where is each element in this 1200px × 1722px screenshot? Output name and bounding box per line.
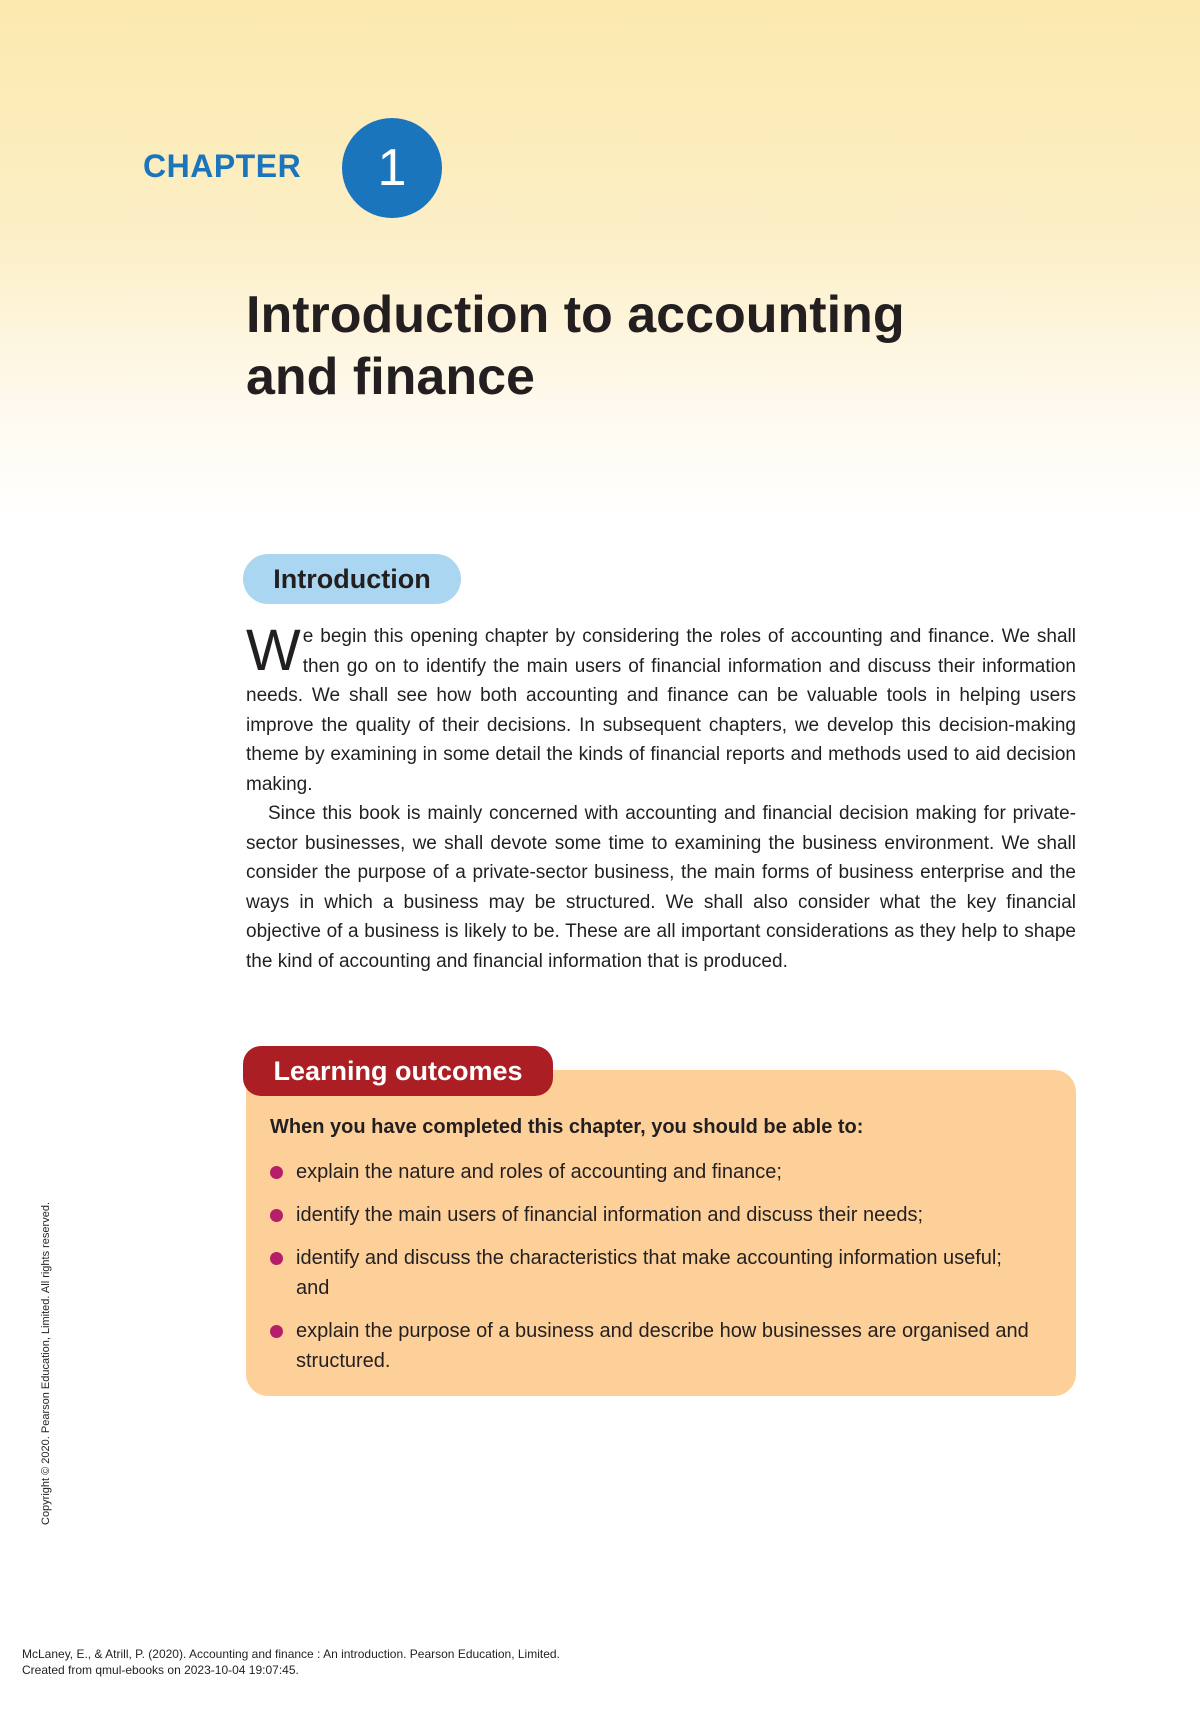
chapter-number-badge: 1: [342, 118, 442, 218]
list-item-text: identify the main users of financial information and discuss their needs;: [296, 1204, 924, 1226]
citation-footer: [22, 1646, 560, 1678]
list-item: [270, 1316, 1030, 1376]
learning-outcomes-lead: When you have completed this chapter, you should be able to:: [270, 1116, 864, 1138]
introduction-heading: Introduction: [243, 554, 461, 604]
header-background: [0, 0, 1200, 520]
bullet-dot-icon: [270, 1209, 283, 1222]
chapter-label: CHAPTER: [143, 148, 302, 184]
bullet-dot-icon: [270, 1166, 283, 1179]
list-item-text: explain the nature and roles of accounting and finance;: [296, 1161, 782, 1183]
chapter-title-line-1: Introduction to accounting: [246, 286, 905, 344]
drop-cap: W: [246, 618, 301, 683]
chapter-title: [246, 284, 1126, 408]
introduction-paragraph-2: Since this book is mainly concerned with accounting and financial decision making for private-sector businesses, we shall devote some time to examining the business environment. We shall consider the purpose of a private-sector business, the main forms of business enterprise and the ways in which a business may be structured. We shall also consider what the key financial objective of a business is likely to be. These are all important considerations as they help to shape the kind of accounting and financial information that is produced.: [246, 803, 1076, 972]
chapter-title-line-2: and finance: [246, 348, 535, 406]
learning-outcomes-list: [270, 1157, 1030, 1389]
introduction-paragraph-1-text: e begin this opening chapter by considering the roles of accounting and finance. We shall then go on to identify the main users of financial information and discuss their information needs. We shall see how both accounting and finance can be valuable tools in helping users improve the quality of their decisions. In subsequent chapters, we develop this decision-making theme by examining in some detail the kinds of financial reports and methods used to aid decision making.: [246, 626, 1076, 795]
learning-outcomes-heading: Learning outcomes: [243, 1046, 553, 1096]
citation-line: McLaney, E., & Atrill, P. (2020). Accounting and finance : An introduction. Pearson Education, Limited.: [22, 1647, 560, 1661]
list-item: [270, 1243, 1030, 1303]
list-item-text: explain the purpose of a business and describe how businesses are organised and structured.: [296, 1320, 1029, 1372]
introduction-paragraph-1: [246, 618, 1076, 799]
bullet-dot-icon: [270, 1325, 283, 1338]
copyright-notice: Copyright © 2020. Pearson Education, Limited. All rights reserved.: [40, 1202, 52, 1525]
introduction-body: [246, 618, 1076, 976]
list-item: [270, 1200, 1030, 1230]
list-item-text: identify and discuss the characteristics that make accounting information useful; and: [296, 1247, 1002, 1299]
list-item: [270, 1157, 1030, 1187]
created-line: Created from qmul-ebooks on 2023-10-04 19:07:45.: [22, 1663, 299, 1677]
bullet-dot-icon: [270, 1252, 283, 1265]
